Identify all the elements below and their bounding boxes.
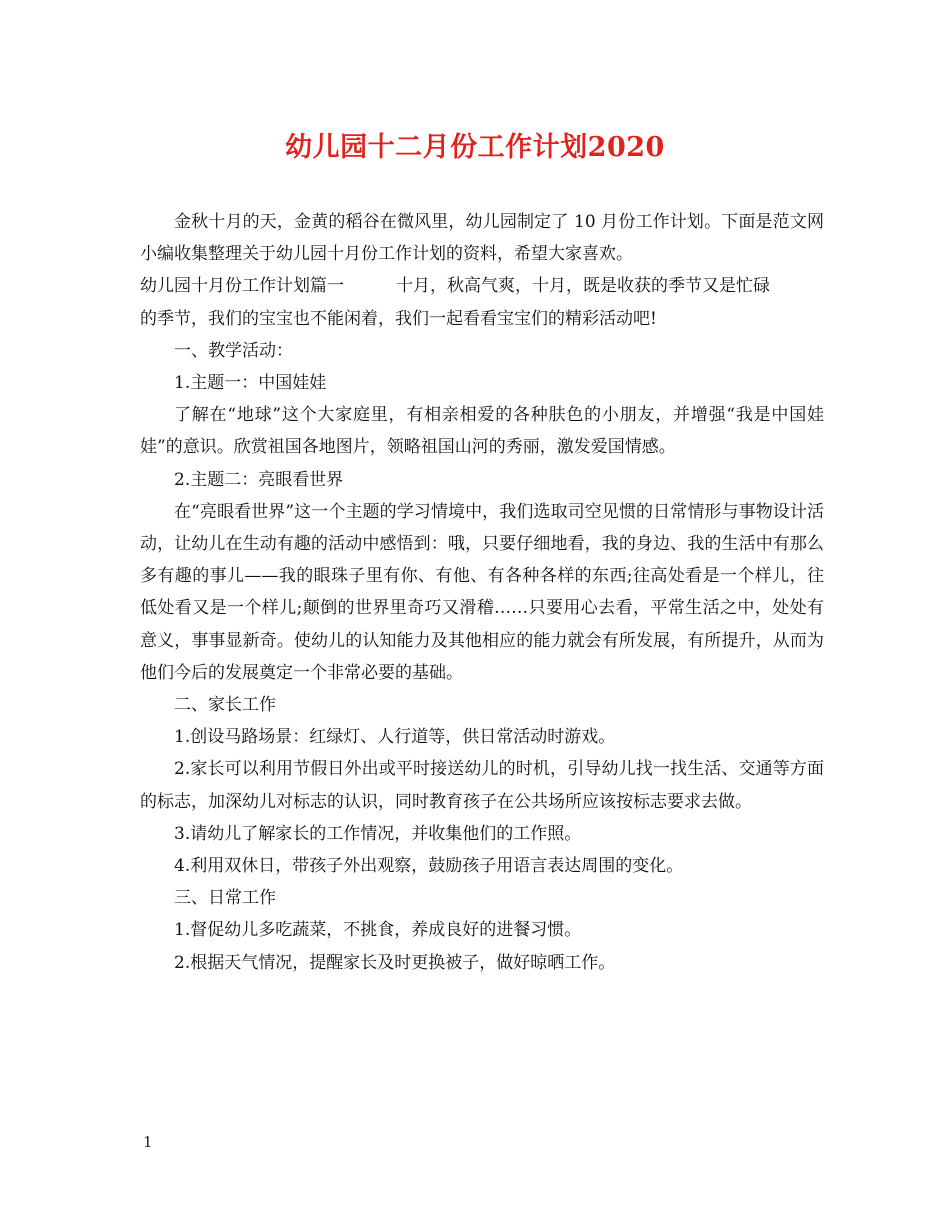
paragraph-theme-two: 在“亮眼看世界”这一个主题的学习情境中，我们选取司空见惯的日常情形与事物设计活动，让幼儿在生动有趣的活动中感悟到：哦，只要仔细地看，我的身边、我的生活中有那么多有趣的事儿——我的眼珠子里有你、有他、有各种各样的东西;往高处看是一个样儿，往低处看又是一个样儿;颠倒的世界里奇巧又滑稽……只要用心去看，平常生活之中，处处有意义，事事显新奇。使幼儿的认知能力及其他相应的能力就会有所发展，有所提升，从而为他们今后的发展奠定一个非常必要的基础。 [140, 501, 824, 683]
subheading-theme-two: 2.主题二：亮眼看世界 [174, 469, 344, 490]
list-item-parents-2: 2.家长可以利用节假日外出或平时接送幼儿的时机，引导幼儿找一找生活、交通等方面的标志，加深幼儿对标志的认识，同时教育孩子在公共场所应该按标志要求去做。 [140, 759, 824, 812]
list-item-daily-1: 1.督促幼儿多吃蔬菜，不挑食，养成良好的进餐习惯。 [174, 920, 582, 941]
list-item-daily-2: 2.根据天气情况，提醒家长及时更换被子，做好晾晒工作。 [174, 952, 616, 973]
paragraph-article-heading [140, 270, 824, 302]
section-heading-daily: 三、日常工作 [174, 888, 276, 909]
article-heading-continuation: 十月，秋高气爽，十月，既是收获的季节又是忙碌 [396, 276, 770, 297]
paragraph-theme-one: 了解在“地球”这个大家庭里，有相亲相爱的各种肤色的小朋友，并增强“我是中国娃娃”的意识。欣赏祖国各地图片，领略祖国山河的秀丽，激发爱国情感。 [140, 405, 824, 458]
list-item-parents-3: 3.请幼儿了解家长的工作情况，并收集他们的工作照。 [174, 823, 582, 844]
list-item-parents-1: 1.创设马路场景：红绿灯、人行道等，供日常活动时游戏。 [174, 727, 616, 748]
section-heading-teaching: 一、教学活动： [174, 340, 293, 361]
subheading-theme-one: 1.主题一：中国娃娃 [174, 373, 327, 394]
page-title: 幼儿园十二月份工作计划2020 [285, 132, 665, 163]
list-item-parents-4: 4.利用双休日，带孩子外出观察，鼓励孩子用语言表达周围的变化。 [174, 856, 684, 877]
document-body [140, 206, 824, 979]
section-heading-parents: 二、家长工作 [174, 695, 276, 716]
paragraph-season-continuation: 的季节，我们的宝宝也不能闲着，我们一起看看宝宝们的精彩活动吧! [140, 308, 657, 329]
page-number: 1 [143, 1133, 153, 1151]
paragraph-intro: 金秋十月的天，金黄的稻谷在微风里，幼儿园制定了 10 月份工作计划。下面是范文网小编收集整理关于幼儿园十月份工作计划的资料，希望大家喜欢。 [140, 212, 824, 265]
article-heading: 幼儿园十月份工作计划篇一 [140, 276, 344, 297]
